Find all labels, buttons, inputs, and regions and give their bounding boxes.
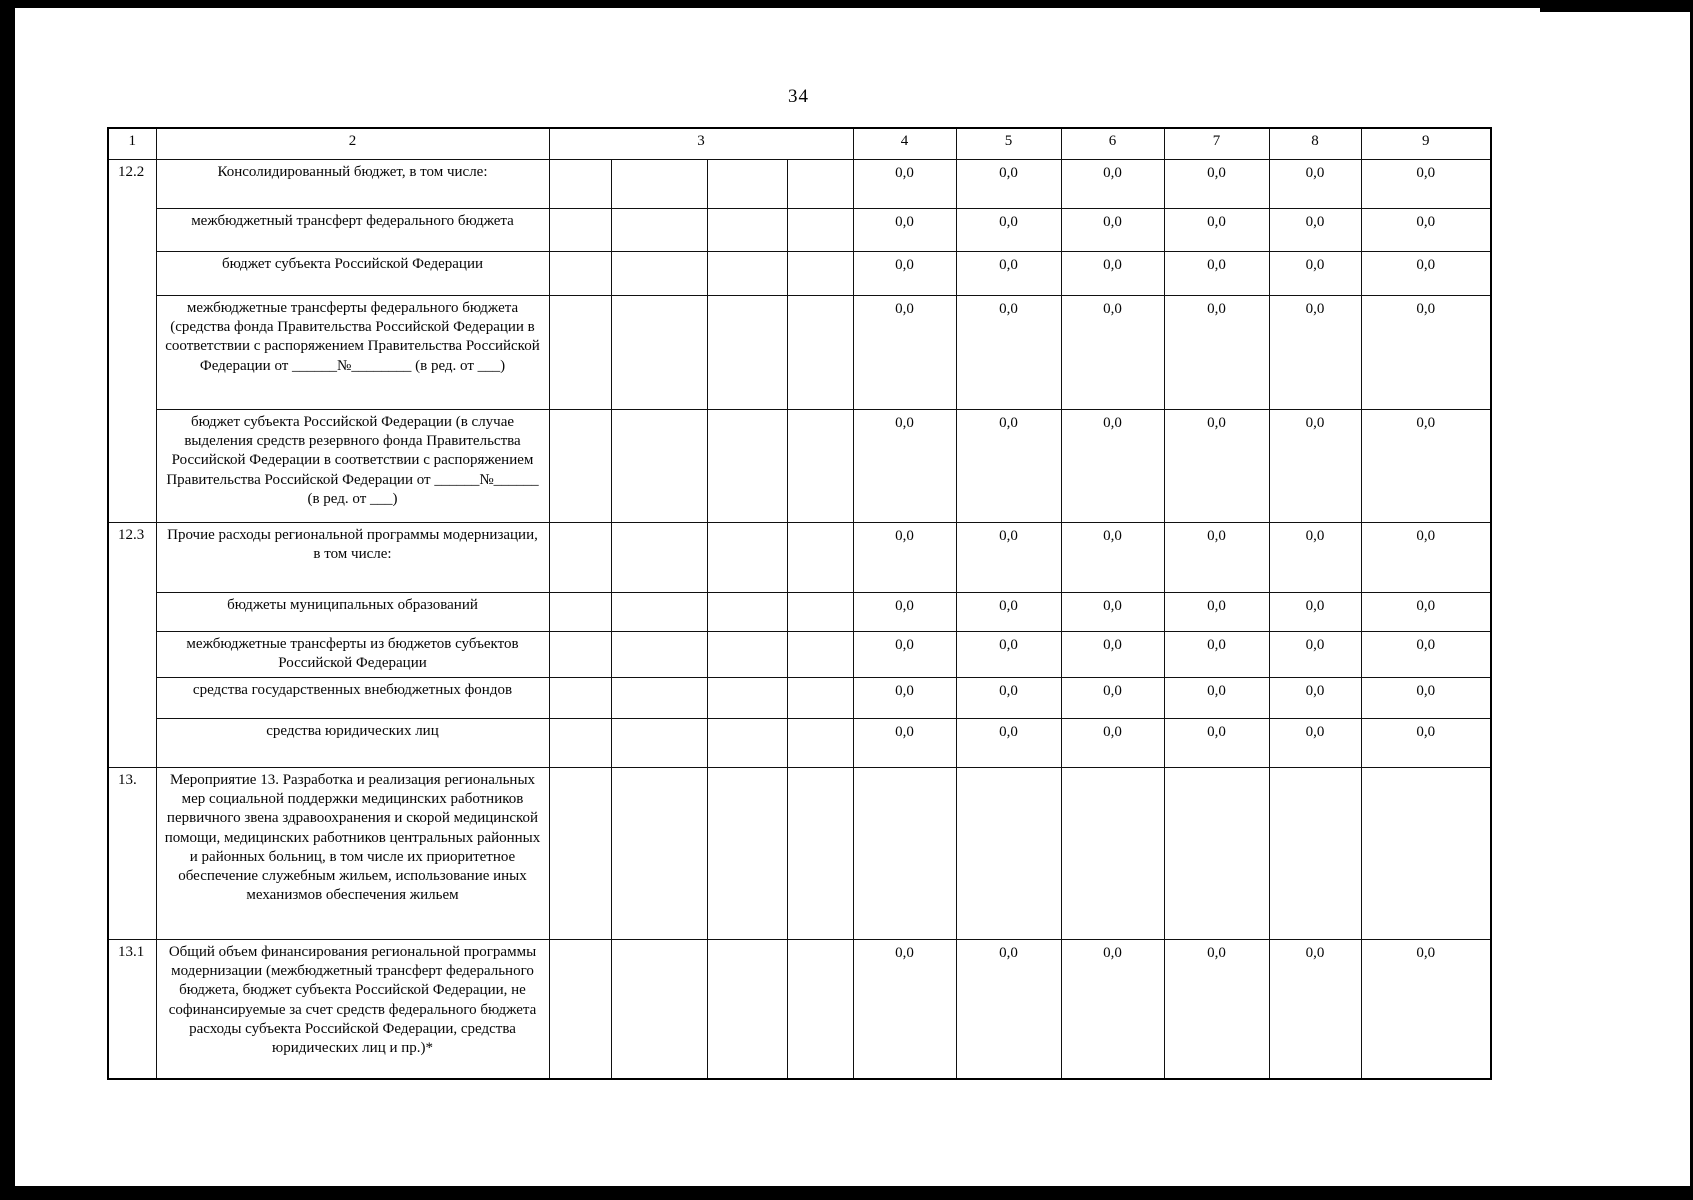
table-row bbox=[108, 632, 1491, 678]
sub-cell bbox=[787, 768, 853, 940]
value-cell: 0,0 bbox=[1061, 940, 1164, 1080]
value-cell: 0,0 bbox=[853, 678, 956, 719]
value-cell: 0,0 bbox=[1061, 296, 1164, 410]
table-body bbox=[108, 160, 1491, 1080]
header-cell-4: 4 bbox=[853, 128, 956, 160]
sub-cell bbox=[787, 940, 853, 1080]
row-label: средства юридических лиц bbox=[156, 719, 549, 768]
value-cell: 0,0 bbox=[1061, 410, 1164, 523]
value-cell: 0,0 bbox=[853, 160, 956, 209]
value-cell: 0,0 bbox=[1361, 719, 1491, 768]
sub-cell bbox=[549, 632, 611, 678]
value-cell: 0,0 bbox=[853, 523, 956, 593]
sub-cell bbox=[787, 410, 853, 523]
sub-cell bbox=[787, 296, 853, 410]
row-label: Общий объем финансирования региональной программы модернизации (межбюджетный трансферт федерального бюджета, бюджет субъекта Российской Федерации, не софинансируемые за счет средств федерального бюджета расходы субъекта Российской Федерации, средства юридических лиц и пр.)* bbox=[156, 940, 549, 1080]
sub-cell bbox=[549, 209, 611, 252]
scan-artifact-bottom bbox=[0, 1186, 1693, 1200]
row-label: бюджет субъекта Российской Федерации (в случае выделения средств резервного фонда Правительства Российской Федерации в соответствии с распоряжением Правительства Российской Федерации от ______№______ (в ред. от ___) bbox=[156, 410, 549, 523]
value-cell: 0,0 bbox=[853, 252, 956, 296]
value-cell: 0,0 bbox=[1061, 678, 1164, 719]
value-cell: 0,0 bbox=[1361, 593, 1491, 632]
scanned-page bbox=[15, 8, 1690, 1186]
row-label: межбюджетные трансферты федерального бюджета (средства фонда Правительства Российской Федерации в соответствии с распоряжением Правительства Российской Федерации от ______№________ (в ред. от ___) bbox=[156, 296, 549, 410]
sub-cell bbox=[787, 209, 853, 252]
sub-cell bbox=[707, 160, 787, 209]
value-cell bbox=[1269, 768, 1361, 940]
sub-cell bbox=[611, 296, 707, 410]
header-cell-6: 6 bbox=[1061, 128, 1164, 160]
value-cell: 0,0 bbox=[1361, 252, 1491, 296]
value-cell: 0,0 bbox=[1164, 719, 1269, 768]
value-cell: 0,0 bbox=[1164, 160, 1269, 209]
page-number: 34 bbox=[788, 86, 809, 107]
value-cell: 0,0 bbox=[1164, 593, 1269, 632]
value-cell: 0,0 bbox=[1164, 209, 1269, 252]
sub-cell bbox=[707, 209, 787, 252]
sub-cell bbox=[707, 593, 787, 632]
value-cell: 0,0 bbox=[956, 632, 1061, 678]
value-cell: 0,0 bbox=[956, 523, 1061, 593]
table-row bbox=[108, 523, 1491, 593]
value-cell: 0,0 bbox=[853, 632, 956, 678]
row-label: Мероприятие 13. Разработка и реализация региональных мер социальной поддержки медицинских работников первичного звена здравоохранения и скорой медицинской помощи, медицинских работников центральных районных и районных больниц, в том числе их приоритетное обеспечение служебным жильем, использование иных механизмов обеспечения жильем bbox=[156, 768, 549, 940]
value-cell: 0,0 bbox=[1269, 719, 1361, 768]
value-cell: 0,0 bbox=[1164, 410, 1269, 523]
sub-cell bbox=[707, 768, 787, 940]
value-cell: 0,0 bbox=[1164, 678, 1269, 719]
table-row bbox=[108, 209, 1491, 252]
sub-cell bbox=[549, 768, 611, 940]
row-number: 12.3 bbox=[108, 523, 156, 768]
value-cell: 0,0 bbox=[1269, 632, 1361, 678]
value-cell: 0,0 bbox=[1361, 678, 1491, 719]
header-cell-2: 2 bbox=[156, 128, 549, 160]
header-cell-5: 5 bbox=[956, 128, 1061, 160]
row-label: межбюджетные трансферты из бюджетов субъектов Российской Федерации bbox=[156, 632, 549, 678]
value-cell: 0,0 bbox=[1361, 523, 1491, 593]
row-label: бюджет субъекта Российской Федерации bbox=[156, 252, 549, 296]
sub-cell bbox=[707, 940, 787, 1080]
budget-table bbox=[107, 127, 1492, 1080]
value-cell bbox=[1061, 768, 1164, 940]
value-cell: 0,0 bbox=[1269, 160, 1361, 209]
sub-cell bbox=[549, 678, 611, 719]
value-cell: 0,0 bbox=[1164, 296, 1269, 410]
sub-cell bbox=[549, 523, 611, 593]
value-cell: 0,0 bbox=[1361, 160, 1491, 209]
sub-cell bbox=[787, 160, 853, 209]
value-cell: 0,0 bbox=[1269, 523, 1361, 593]
value-cell: 0,0 bbox=[1269, 940, 1361, 1080]
header-cell-8: 8 bbox=[1269, 128, 1361, 160]
scan-artifact-top-right bbox=[1540, 0, 1693, 12]
value-cell: 0,0 bbox=[1269, 410, 1361, 523]
row-label: Прочие расходы региональной программы модернизации, в том числе: bbox=[156, 523, 549, 593]
value-cell: 0,0 bbox=[1061, 632, 1164, 678]
sub-cell bbox=[611, 940, 707, 1080]
sub-cell bbox=[787, 252, 853, 296]
value-cell: 0,0 bbox=[956, 719, 1061, 768]
value-cell bbox=[1164, 768, 1269, 940]
value-cell: 0,0 bbox=[1061, 209, 1164, 252]
sub-cell bbox=[787, 632, 853, 678]
value-cell: 0,0 bbox=[1361, 209, 1491, 252]
table-row bbox=[108, 678, 1491, 719]
sub-cell bbox=[787, 678, 853, 719]
header-cell-1: 1 bbox=[108, 128, 156, 160]
sub-cell bbox=[611, 209, 707, 252]
sub-cell bbox=[611, 768, 707, 940]
value-cell: 0,0 bbox=[1269, 593, 1361, 632]
sub-cell bbox=[549, 410, 611, 523]
value-cell: 0,0 bbox=[1361, 940, 1491, 1080]
sub-cell bbox=[611, 160, 707, 209]
row-number: 13. bbox=[108, 768, 156, 940]
value-cell: 0,0 bbox=[1061, 593, 1164, 632]
header-cell-7: 7 bbox=[1164, 128, 1269, 160]
header-cell-9: 9 bbox=[1361, 128, 1491, 160]
sub-cell bbox=[611, 523, 707, 593]
value-cell: 0,0 bbox=[1061, 523, 1164, 593]
table-row bbox=[108, 768, 1491, 940]
value-cell: 0,0 bbox=[1061, 252, 1164, 296]
table-row bbox=[108, 296, 1491, 410]
row-label: средства государственных внебюджетных фондов bbox=[156, 678, 549, 719]
sub-cell bbox=[549, 719, 611, 768]
sub-cell bbox=[787, 719, 853, 768]
table-row bbox=[108, 940, 1491, 1080]
value-cell: 0,0 bbox=[956, 678, 1061, 719]
sub-cell bbox=[611, 632, 707, 678]
table-row bbox=[108, 410, 1491, 523]
value-cell: 0,0 bbox=[853, 410, 956, 523]
table-header-row bbox=[108, 128, 1491, 160]
value-cell: 0,0 bbox=[1164, 523, 1269, 593]
sub-cell bbox=[611, 410, 707, 523]
sub-cell bbox=[707, 719, 787, 768]
value-cell: 0,0 bbox=[956, 296, 1061, 410]
value-cell: 0,0 bbox=[1164, 940, 1269, 1080]
row-number: 12.2 bbox=[108, 160, 156, 523]
scan-artifact-top bbox=[0, 0, 1693, 8]
sub-cell bbox=[611, 719, 707, 768]
sub-cell bbox=[611, 678, 707, 719]
value-cell: 0,0 bbox=[1164, 252, 1269, 296]
value-cell: 0,0 bbox=[956, 252, 1061, 296]
value-cell: 0,0 bbox=[1269, 209, 1361, 252]
value-cell: 0,0 bbox=[853, 719, 956, 768]
table-row bbox=[108, 593, 1491, 632]
row-number: 13.1 bbox=[108, 940, 156, 1080]
sub-cell bbox=[549, 252, 611, 296]
value-cell: 0,0 bbox=[853, 593, 956, 632]
value-cell: 0,0 bbox=[956, 410, 1061, 523]
value-cell: 0,0 bbox=[956, 940, 1061, 1080]
sub-cell bbox=[549, 160, 611, 209]
sub-cell bbox=[707, 296, 787, 410]
value-cell: 0,0 bbox=[1361, 410, 1491, 523]
sub-cell bbox=[707, 252, 787, 296]
value-cell: 0,0 bbox=[1361, 296, 1491, 410]
sub-cell bbox=[707, 678, 787, 719]
table-row bbox=[108, 160, 1491, 209]
row-label: межбюджетный трансферт федерального бюджета bbox=[156, 209, 549, 252]
sub-cell bbox=[611, 593, 707, 632]
value-cell bbox=[956, 768, 1061, 940]
value-cell: 0,0 bbox=[1269, 678, 1361, 719]
header-cell-3: 3 bbox=[549, 128, 853, 160]
value-cell bbox=[1361, 768, 1491, 940]
value-cell: 0,0 bbox=[956, 593, 1061, 632]
sub-cell bbox=[611, 252, 707, 296]
sub-cell bbox=[549, 296, 611, 410]
row-label: Консолидированный бюджет, в том числе: bbox=[156, 160, 549, 209]
table-row bbox=[108, 719, 1491, 768]
value-cell: 0,0 bbox=[853, 209, 956, 252]
sub-cell bbox=[787, 593, 853, 632]
value-cell: 0,0 bbox=[1061, 160, 1164, 209]
sub-cell bbox=[787, 523, 853, 593]
table-row bbox=[108, 252, 1491, 296]
sub-cell bbox=[707, 523, 787, 593]
sub-cell bbox=[549, 593, 611, 632]
sub-cell bbox=[549, 940, 611, 1080]
value-cell bbox=[853, 768, 956, 940]
value-cell: 0,0 bbox=[1164, 632, 1269, 678]
value-cell: 0,0 bbox=[853, 940, 956, 1080]
value-cell: 0,0 bbox=[1361, 632, 1491, 678]
value-cell: 0,0 bbox=[1269, 252, 1361, 296]
value-cell: 0,0 bbox=[1269, 296, 1361, 410]
value-cell: 0,0 bbox=[956, 160, 1061, 209]
value-cell: 0,0 bbox=[1061, 719, 1164, 768]
value-cell: 0,0 bbox=[956, 209, 1061, 252]
sub-cell bbox=[707, 410, 787, 523]
value-cell: 0,0 bbox=[853, 296, 956, 410]
row-label: бюджеты муниципальных образований bbox=[156, 593, 549, 632]
sub-cell bbox=[707, 632, 787, 678]
